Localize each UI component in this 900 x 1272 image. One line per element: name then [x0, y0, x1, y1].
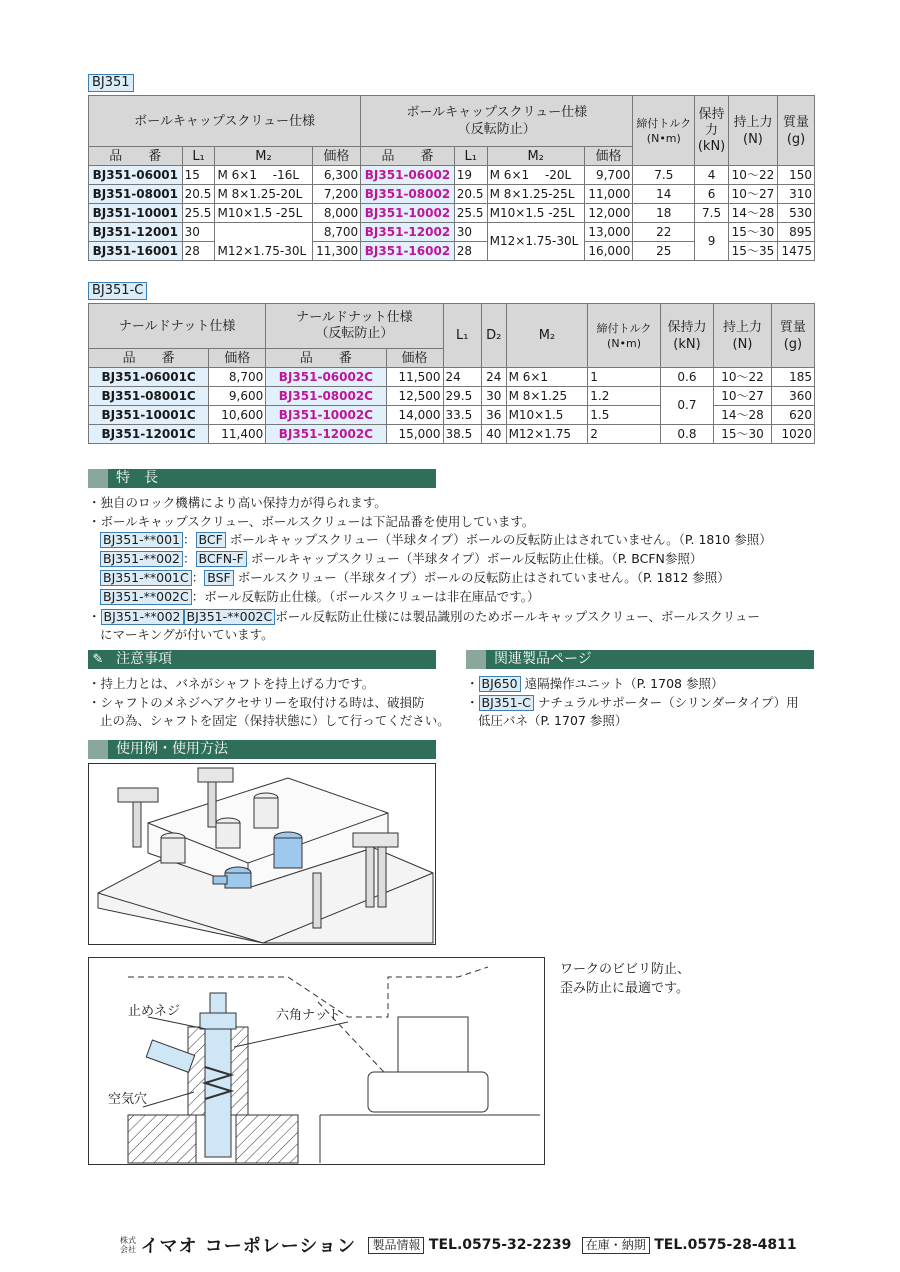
related-line-b: ・ BJ351-C ナチュラルサポーター（シリンダータイプ）用	[466, 695, 799, 710]
table2-col-part: 品 番	[89, 349, 209, 368]
table2-header-hold: 保持力 (kN)	[660, 304, 713, 368]
part-number-anti: BJ351-06002C	[266, 368, 386, 387]
part-number-anti: BJ351-10002C	[266, 406, 386, 425]
mass-value: 895	[778, 223, 815, 242]
mass-value: 360	[771, 387, 814, 406]
label-hex-nut: 六角ナット	[276, 1008, 341, 1023]
hold-value: 0.6	[660, 368, 713, 387]
l1-value: 28	[454, 242, 487, 261]
price-value: 8,000	[312, 204, 361, 223]
price-value: 10,600	[209, 406, 266, 425]
m2-value: M 6×1 -20L	[487, 166, 584, 185]
table1-tag: BJ351	[88, 74, 134, 92]
m2-value: M12×1.75	[506, 425, 588, 444]
part-number: BJ351-06001	[89, 166, 183, 185]
lift-value: 15～30	[714, 425, 772, 444]
caution-line2: ・シャフトのメネジヘアクセサリーを取付ける時は、破損防	[88, 695, 425, 710]
price-value: 9,600	[209, 387, 266, 406]
features-header: 特 長	[88, 469, 436, 488]
part-number-anti: BJ351-06002	[361, 166, 455, 185]
l1-value: 20.5	[454, 185, 487, 204]
price-value: 15,000	[386, 425, 443, 444]
ref-tag: BCFN-F	[196, 551, 247, 567]
usage-header: 使用例・使用方法	[88, 740, 436, 759]
mass-value: 530	[778, 204, 815, 223]
part-tag: BJ351-**002	[100, 551, 183, 567]
lift-value: 10～27	[728, 185, 777, 204]
l1-value: 28	[182, 242, 215, 261]
table1-header-mass: 質量 (g)	[778, 96, 815, 166]
usage-illustration-section	[88, 957, 545, 1165]
table-row	[89, 387, 815, 406]
mass-value: 150	[778, 166, 815, 185]
label-air-hole: 空気穴	[108, 1092, 148, 1107]
m2-value: M 8×1.25-25L	[487, 185, 584, 204]
table-row	[89, 166, 815, 185]
lift-value: 14～28	[728, 204, 777, 223]
part-number-anti: BJ351-08002	[361, 185, 455, 204]
part-tag: BJ351-**001	[100, 532, 183, 548]
mass-value: 310	[778, 185, 815, 204]
caution-line1: ・持上力とは、バネがシャフトを持上げる力です。	[88, 676, 375, 691]
price-value: 13,000	[584, 223, 633, 242]
l1-value: 29.5	[443, 387, 481, 406]
table-row	[89, 223, 815, 242]
d2-value: 40	[481, 425, 506, 444]
table2	[88, 303, 815, 444]
price-value: 9,700	[584, 166, 633, 185]
part-number-anti: BJ351-10002	[361, 204, 455, 223]
table-row	[89, 425, 815, 444]
table1-header-hold: 保持 力 (kN)	[695, 96, 729, 166]
price-value: 11,500	[386, 368, 443, 387]
hold-value: 0.7	[660, 387, 713, 425]
torque-value: 7.5	[633, 166, 695, 185]
table2-col-price: 価格	[209, 349, 266, 368]
table2-col-d2: D₂	[481, 304, 506, 368]
part-tag: BJ351-**001C	[100, 570, 192, 586]
l1-value: 30	[182, 223, 215, 242]
torque-value: 14	[633, 185, 695, 204]
torque-value: 25	[633, 242, 695, 261]
related-header: 関連製品ページ	[466, 650, 814, 669]
mass-value: 620	[771, 406, 814, 425]
l1-value: 19	[454, 166, 487, 185]
part-number: BJ351-10001C	[89, 406, 209, 425]
price-value: 12,500	[386, 387, 443, 406]
part-number: BJ351-08001C	[89, 387, 209, 406]
part-number-anti: BJ351-12002C	[266, 425, 386, 444]
torque-value: 1.5	[588, 406, 660, 425]
table1-col-l1-2: L₁	[454, 147, 487, 166]
price-value: 8,700	[209, 368, 266, 387]
features-line-e: ・ BJ351-**002 BJ351-**002C ボール反転防止仕様には製品識別のためボールキャップスクリュー、ボールスクリュー	[88, 609, 760, 624]
torque-value: 1.2	[588, 387, 660, 406]
table2-header-torque: 締付トルク (N•m)	[588, 304, 660, 368]
price-value: 8,700	[312, 223, 361, 242]
ref-tag: BCF	[196, 532, 226, 548]
part-tag: BJ351-**002	[101, 609, 184, 625]
table1-col-price: 価格	[312, 147, 361, 166]
m2-value: M10×1.5 -25L	[215, 204, 312, 223]
torque-value: 2	[588, 425, 660, 444]
l1-value: 33.5	[443, 406, 481, 425]
part-tag: BJ650	[479, 676, 521, 692]
lift-value: 10～27	[714, 387, 772, 406]
pencil-icon: ✎	[88, 650, 108, 669]
table2-col-m2: M₂	[506, 304, 588, 368]
table1-col-l1: L₁	[182, 147, 215, 166]
table2-header-group1: ナールドナット仕様	[89, 304, 266, 349]
table1	[88, 95, 815, 261]
d2-value: 30	[481, 387, 506, 406]
hold-value: 6	[695, 185, 729, 204]
caution-header: ✎ 注意事項	[88, 650, 436, 669]
price-value: 12,000	[584, 204, 633, 223]
usage-note: ワークのビビリ防止、 歪み防止に最適です。	[560, 962, 691, 996]
l1-value: 15	[182, 166, 215, 185]
features-line1: ・独自のロック機構により高い保持力が得られます。	[88, 495, 387, 510]
price-value: 11,400	[209, 425, 266, 444]
stock-label: 在庫・納期	[582, 1237, 650, 1254]
part-number-anti: BJ351-12002	[361, 223, 455, 242]
table1-header-group2: ボールキャップスクリュー仕様 （反転防止）	[361, 96, 633, 147]
price-value: 6,300	[312, 166, 361, 185]
lift-value: 14～28	[714, 406, 772, 425]
hold-value: 4	[695, 166, 729, 185]
part-number-anti: BJ351-16002	[361, 242, 455, 261]
l1-value: 20.5	[182, 185, 215, 204]
table1-col-m2-2: M₂	[487, 147, 584, 166]
table1-header-group1: ボールキャップスクリュー仕様	[89, 96, 361, 147]
m2-value: M 8×1.25-20L	[215, 185, 312, 204]
features-line-a: BJ351-**001 ： BCF ボールキャップスクリュー（半球タイプ）ボールの反転防止はされていません。（P. 1810 参照）	[100, 531, 772, 548]
m2-value: M10×1.5	[506, 406, 588, 425]
m2-value: M10×1.5 -25L	[487, 204, 584, 223]
table2-tag: BJ351-C	[88, 282, 147, 300]
table2-col-price2: 価格	[386, 349, 443, 368]
part-tag: BJ351-C	[479, 695, 534, 711]
torque-value: 18	[633, 204, 695, 223]
part-number: BJ351-10001	[89, 204, 183, 223]
product-info-label: 製品情報	[368, 1237, 424, 1254]
ref-tag: BSF	[204, 570, 233, 586]
mass-value: 185	[771, 368, 814, 387]
table2-col-part2: 品 番	[266, 349, 386, 368]
l1-value: 25.5	[454, 204, 487, 223]
m2-value: M 6×1	[506, 368, 588, 387]
part-number: BJ351-08001	[89, 185, 183, 204]
price-value: 14,000	[386, 406, 443, 425]
table-row	[89, 368, 815, 387]
table2-header-mass: 質量 (g)	[771, 304, 814, 368]
price-value: 16,000	[584, 242, 633, 261]
m2-value: M12×1.75-30L	[487, 223, 584, 261]
m2-value: M 8×1.25	[506, 387, 588, 406]
hold-value: 7.5	[695, 204, 729, 223]
price-value: 11,300	[312, 242, 361, 261]
l1-value: 24	[443, 368, 481, 387]
table2-col-l1: L₁	[443, 304, 481, 368]
related-line-a: ・ BJ650 遠隔操作ユニット（P. 1708 参照）	[466, 676, 724, 691]
usage-illustration-isometric	[88, 763, 436, 945]
part-number-anti: BJ351-08002C	[266, 387, 386, 406]
label-set-screw: 止めネジ	[128, 1004, 181, 1019]
torque-value: 22	[633, 223, 695, 242]
part-number: BJ351-12001C	[89, 425, 209, 444]
part-number: BJ351-12001	[89, 223, 183, 242]
table-row	[89, 204, 815, 223]
features-line-c: BJ351-**001C ： BSF ボールスクリュー（半球タイプ）ボールの反転防止はされていません。（P. 1812 参照）	[100, 569, 730, 586]
lift-value: 10～22	[714, 368, 772, 387]
table-row	[89, 185, 815, 204]
mass-value: 1020	[771, 425, 814, 444]
price-value: 7,200	[312, 185, 361, 204]
hold-value: 9	[695, 223, 729, 261]
lift-value: 15～35	[728, 242, 777, 261]
features-line-e2: にマーキングが付いています。	[100, 627, 274, 642]
m2-value: M12×1.75-30L	[215, 223, 312, 261]
l1-value: 30	[454, 223, 487, 242]
features-line-d: BJ351-**002C ：ボール反転防止仕様。（ボールスクリューは非在庫品です。）	[100, 588, 539, 605]
part-number: BJ351-06001C	[89, 368, 209, 387]
table1-header-lift: 持上力 (N)	[728, 96, 777, 166]
l1-value: 25.5	[182, 204, 215, 223]
company-prefix: 株式 会社	[120, 1236, 136, 1254]
table1-col-m2: M₂	[215, 147, 312, 166]
footer	[120, 1232, 797, 1258]
table2-header-lift: 持上力 (N)	[714, 304, 772, 368]
part-tag: BJ351-**002C	[184, 609, 276, 625]
table1-col-part: 品 番	[89, 147, 183, 166]
m2-value: M 6×1 -16L	[215, 166, 312, 185]
l1-value: 38.5	[443, 425, 481, 444]
d2-value: 36	[481, 406, 506, 425]
hold-value: 0.8	[660, 425, 713, 444]
table2-header-group2: ナールドナット仕様 （反転防止）	[266, 304, 443, 349]
part-number: BJ351-16001	[89, 242, 183, 261]
company-logo: イマオ コーポレーション	[140, 1236, 356, 1257]
d2-value: 24	[481, 368, 506, 387]
part-tag: BJ351-**002C	[100, 589, 192, 605]
mass-value: 1475	[778, 242, 815, 261]
price-value: 11,000	[584, 185, 633, 204]
table1-col-price2: 価格	[584, 147, 633, 166]
lift-value: 10～22	[728, 166, 777, 185]
related-line-b2: 低圧バネ（P. 1707 参照）	[478, 713, 628, 728]
stock-tel: TEL.0575-28-4811	[654, 1237, 797, 1253]
table1-header-torque: 締付トルク (N•m)	[633, 96, 695, 166]
product-info-tel: TEL.0575-32-2239	[428, 1237, 572, 1253]
torque-value: 1	[588, 368, 660, 387]
features-line-b: BJ351-**002 ： BCFN-F ボールキャップスクリュー（半球タイプ）ボール反転防止仕様。（P. BCFN参照）	[100, 550, 702, 567]
lift-value: 15～30	[728, 223, 777, 242]
table1-col-part2: 品 番	[361, 147, 455, 166]
caution-line3: 止の為、シャフトを固定（保持状態に）して行ってください。	[100, 713, 450, 728]
features-line2: ・ボールキャップスクリュー、ボールスクリューは下記品番を使用しています。	[88, 514, 535, 529]
